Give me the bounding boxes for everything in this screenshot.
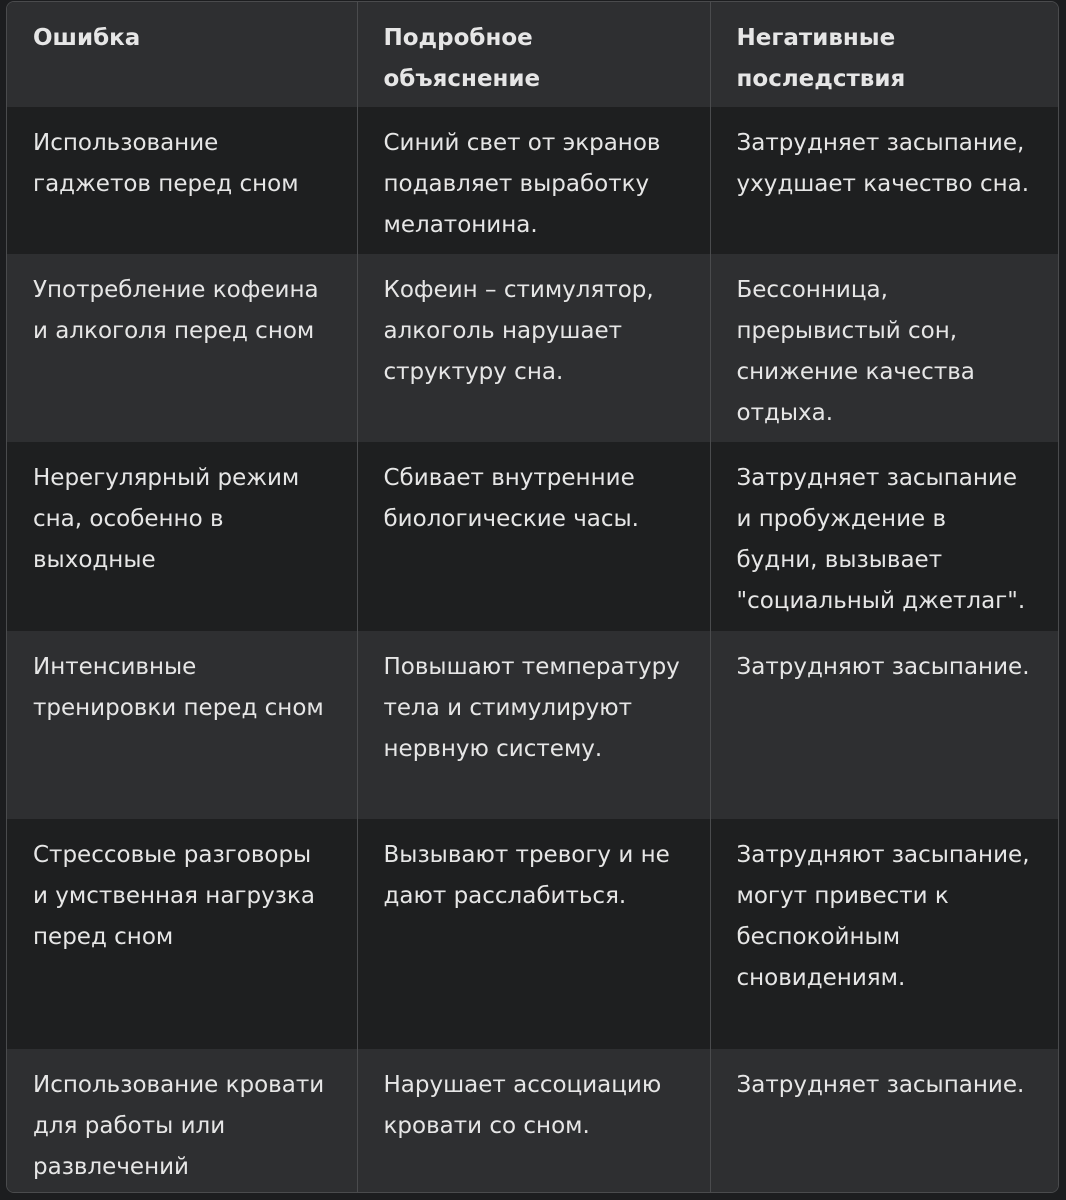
header-consequences: Негативные последствия <box>710 2 1059 107</box>
header-explanation: Подробное объяснение <box>357 2 710 107</box>
cell-explanation: Сбивает внутренние биологические часы. <box>357 442 710 631</box>
header-mistake: Ошибка <box>7 2 357 107</box>
cell-consequences: Затрудняет засыпание. <box>710 1049 1059 1193</box>
cell-mistake: Нерегулярный режим сна, особенно в выходные <box>7 442 357 631</box>
cell-mistake: Использование кровати для работы или развлечений <box>7 1049 357 1193</box>
cell-consequences: Бессонница, прерывистый сон, снижение качества отдыха. <box>710 254 1059 442</box>
table-row <box>7 819 1059 1049</box>
cell-explanation: Кофеин – стимулятор, алкоголь нарушает структуру сна. <box>357 254 710 442</box>
table-row <box>7 107 1059 254</box>
cell-mistake: Использование гаджетов перед сном <box>7 107 357 254</box>
cell-consequences: Затрудняют засыпание. <box>710 631 1059 819</box>
cell-explanation: Нарушает ассоциацию кровати со сном. <box>357 1049 710 1193</box>
cell-mistake: Интенсивные тренировки перед сном <box>7 631 357 819</box>
sleep-mistakes-table <box>6 1 1059 1193</box>
table-row <box>7 1049 1059 1193</box>
cell-consequences: Затрудняют засыпание, могут привести к беспокойным сновидениям. <box>710 819 1059 1049</box>
cell-explanation: Синий свет от экранов подавляет выработку мелатонина. <box>357 107 710 254</box>
table-header-row <box>7 2 1059 107</box>
cell-explanation: Повышают температуру тела и стимулируют нервную систему. <box>357 631 710 819</box>
cell-explanation: Вызывают тревогу и не дают расслабиться. <box>357 819 710 1049</box>
table-row <box>7 442 1059 631</box>
table-row <box>7 631 1059 819</box>
cell-consequences: Затрудняет засыпание и пробуждение в будни, вызывает "социальный джетлаг". <box>710 442 1059 631</box>
cell-consequences: Затрудняет засыпание, ухудшает качество сна. <box>710 107 1059 254</box>
cell-mistake: Употребление кофеина и алкоголя перед сном <box>7 254 357 442</box>
cell-mistake: Стрессовые разговоры и умственная нагрузка перед сном <box>7 819 357 1049</box>
table-row <box>7 254 1059 442</box>
